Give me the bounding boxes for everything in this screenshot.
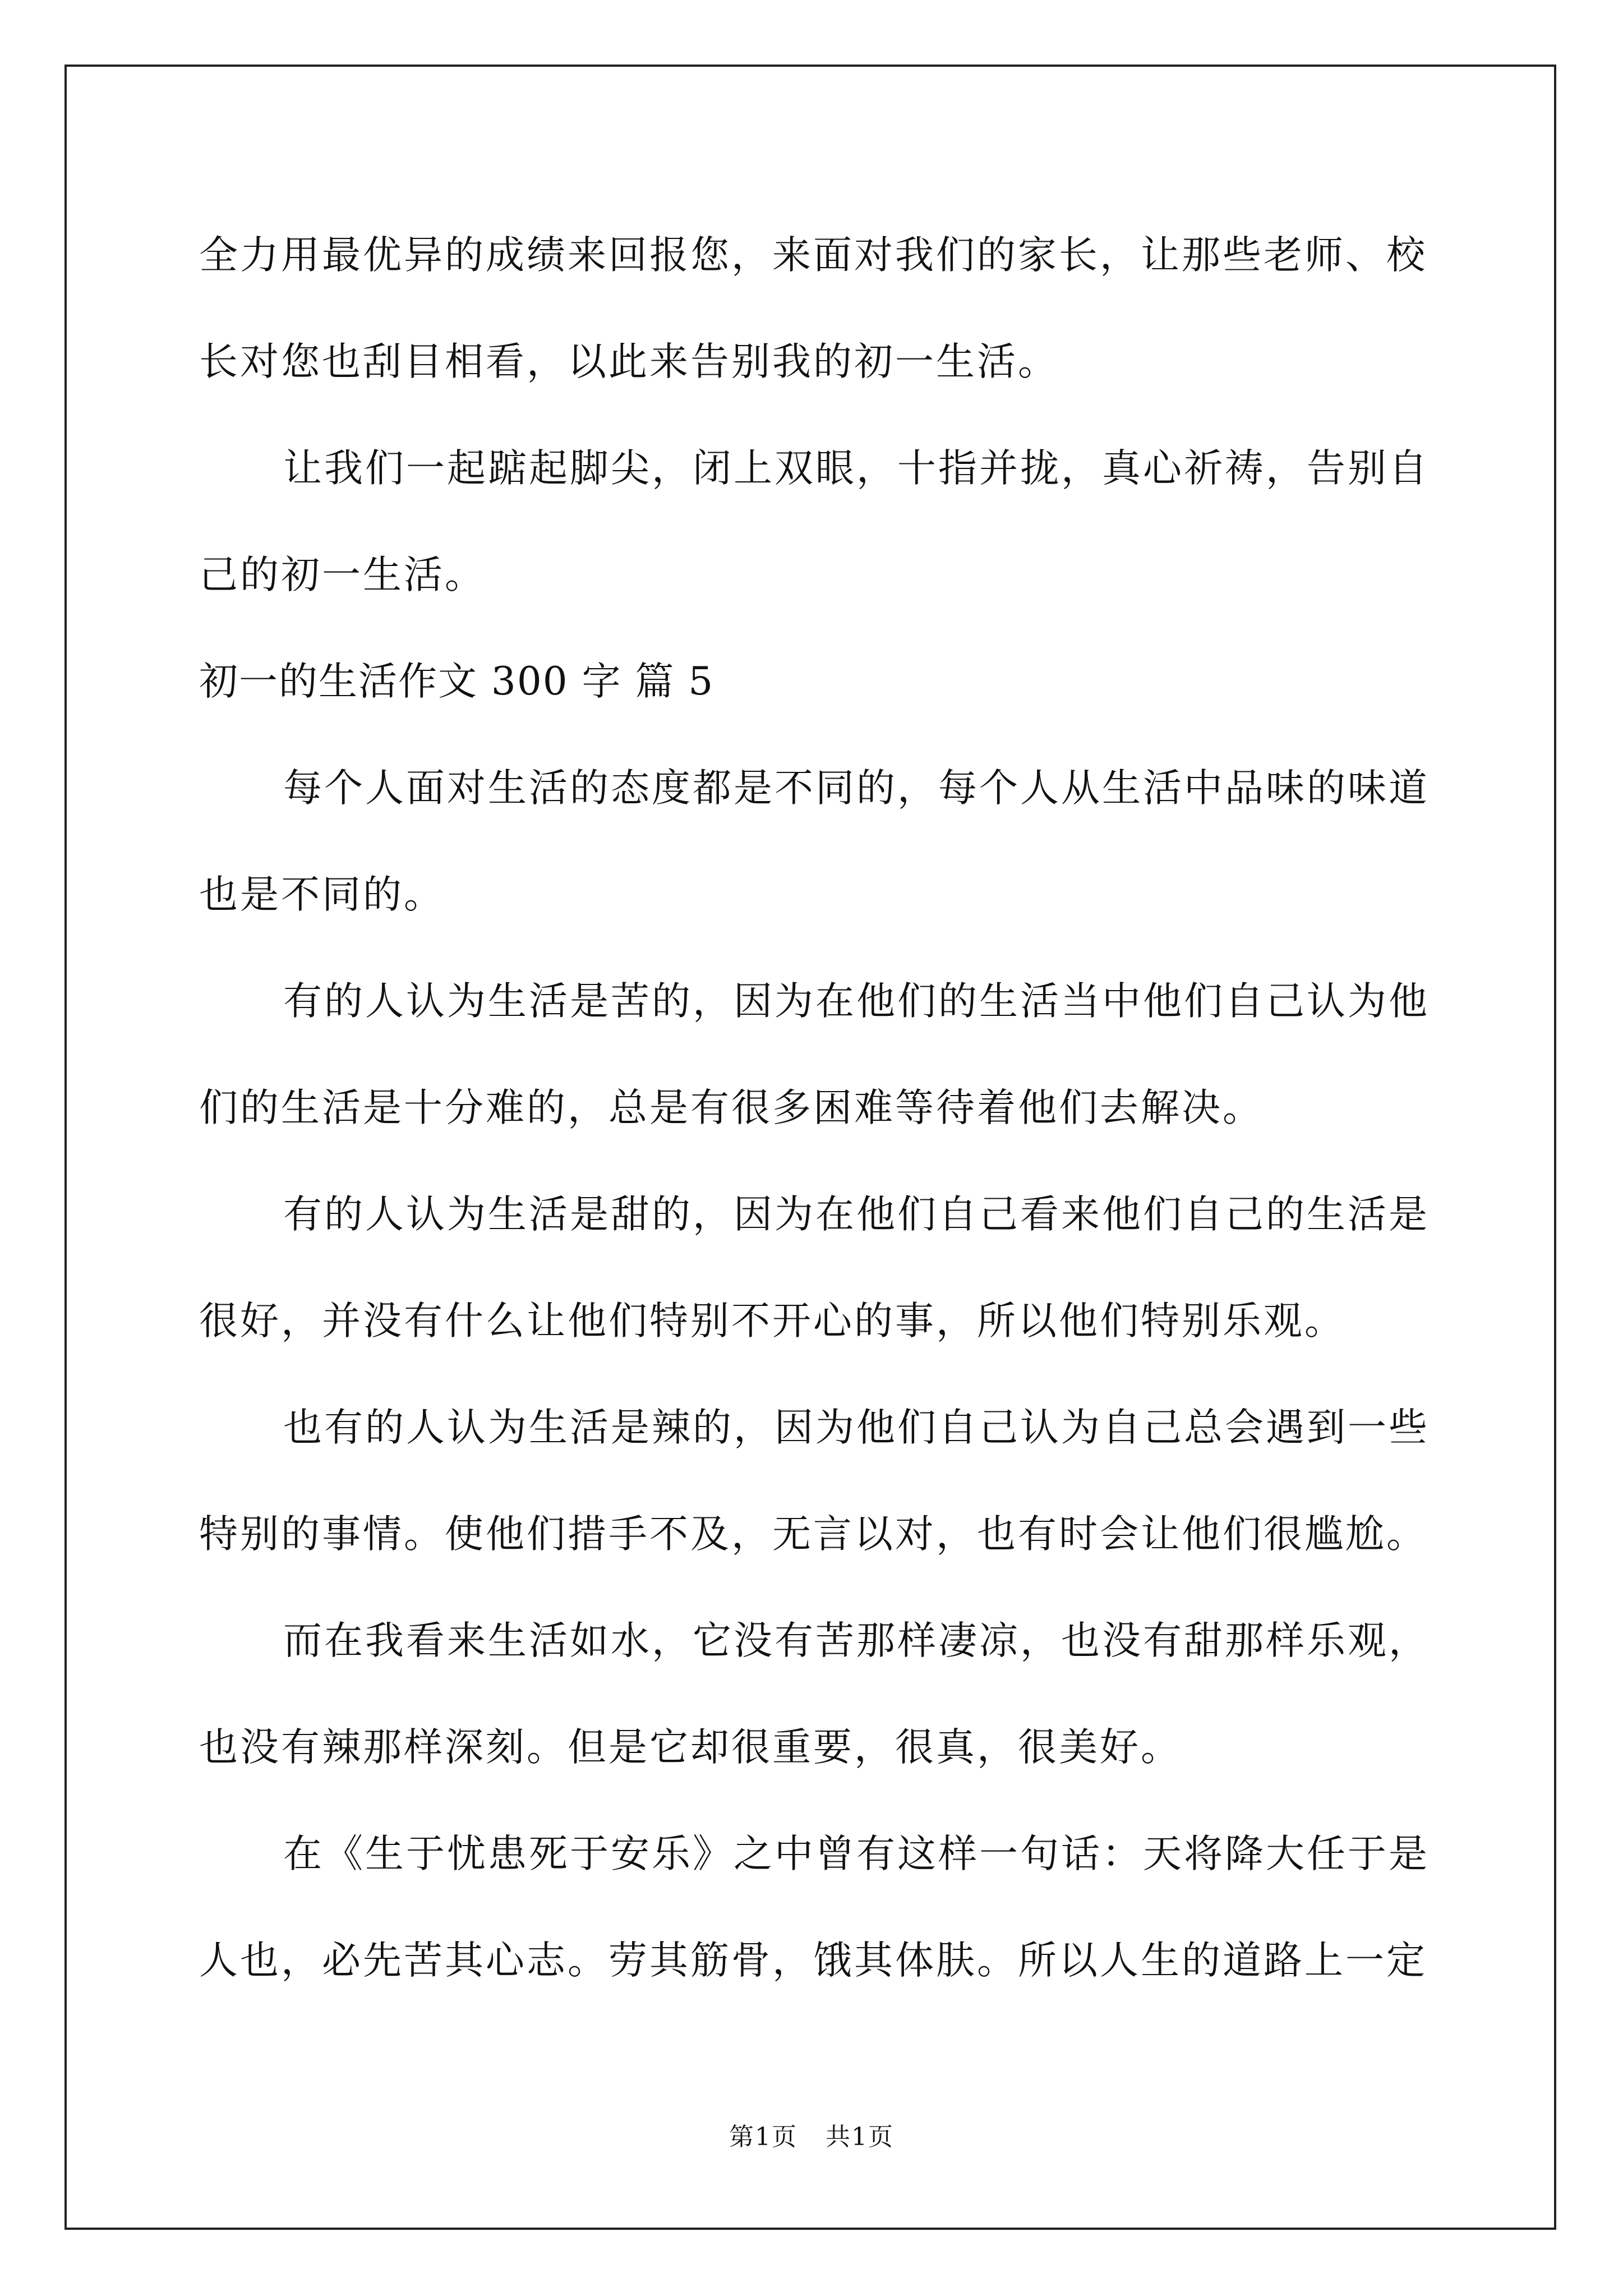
text-line: 而在我看来生活如水，它没有苦那样凄凉，也没有甜那样乐观，: [283, 1618, 1430, 1663]
text-line: 人也，必先苦其心志。劳其筋骨，饿其体肤。所以人生的道路上一定: [199, 1938, 1427, 1983]
text-line: 们的生活是十分难的，总是有很多困难等待着他们去解决。: [199, 1085, 1264, 1130]
text-line: 特别的事情。使他们措手不及，无言以对，也有时会让他们很尴尬。: [199, 1512, 1427, 1557]
text-line: 全力用最优异的成绩来回报您，来面对我们的家长，让那些老师、校: [199, 233, 1427, 278]
section-heading: 初一的生活作文 300 字 篇 5: [199, 659, 714, 704]
document-body: [199, 202, 1433, 2014]
text-line: 有的人认为生活是甜的，因为在他们自己看来他们自己的生活是: [283, 1192, 1430, 1237]
text-line: 很好，并没有什么让他们特别不开心的事，所以他们特别乐观。: [199, 1299, 1345, 1343]
page-total: 共1页: [826, 2123, 894, 2151]
text-line: 也有的人认为生活是辣的，因为他们自己认为自己总会遇到一些: [283, 1405, 1430, 1450]
text-line: 让我们一起踮起脚尖，闭上双眼，十指并拢，真心祈祷，告别自: [283, 446, 1430, 491]
text-line: 长对您也刮目相看，以此来告别我的初一生活。: [199, 339, 1059, 384]
text-line: 己的初一生活。: [199, 553, 486, 597]
page-number: 第1页: [729, 2123, 797, 2151]
text-line: 在《生于忧患死于安乐》之中曾有这样一句话：天将降大任于是: [283, 1832, 1430, 1876]
text-line: 也没有辣那样深刻。但是它却很重要，很真，很美好。: [199, 1725, 1182, 1770]
text-line: 有的人认为生活是苦的，因为在他们的生活当中他们自己认为他: [283, 979, 1430, 1024]
page-footer: [0, 2120, 1623, 2154]
text-line: 每个人面对生活的态度都是不同的，每个人从生活中品味的味道: [283, 766, 1430, 811]
text-line: 也是不同的。: [199, 872, 445, 917]
